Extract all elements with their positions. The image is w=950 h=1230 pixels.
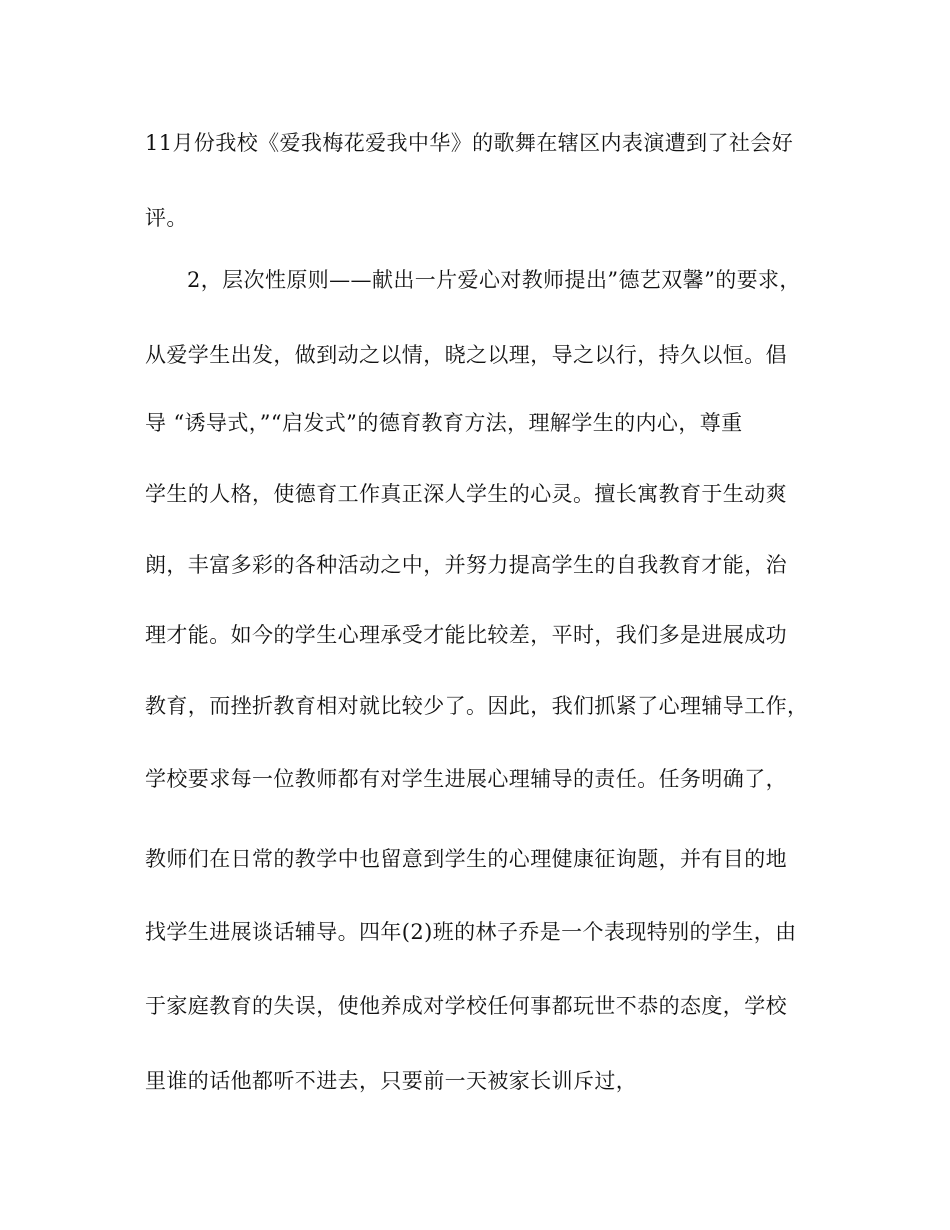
text-line: 评。 [145,206,188,230]
text-line: 找学生进展谈话辅导。四年(2)班的林子乔是一个表现特别的学生，由 [145,920,797,944]
text-line: 朗，丰富多彩的各种活动之中，并努力提高学生的自我教育才能，治 [145,553,787,577]
text-line: 学校要求每一位教师都有对学生进展心理辅导的责任。任务明确了， [145,767,787,791]
text-line: 从爱学生出发，做到动之以情，晓之以理，导之以行，持久以恒。倡 [145,343,787,367]
paragraph-start-line: 2，层次性原则——献出一片爱心对教师提出”德艺双馨”的要求， [187,268,801,292]
text-line: 里谁的话他都听不进去，只要前一天被家长训斥过， [145,1069,638,1093]
text-line: 11月份我校《爱我梅花爱我中华》的歌舞在辖区内表演遭到了社会好 [145,131,794,155]
text-line: 教育，而挫折教育相对就比较少了。因此，我们抓紧了心理辅导工作， [145,694,809,718]
text-line: 教师们在日常的教学中也留意到学生的心理健康征询题，并有目的地 [145,847,787,871]
text-line: 理才能。如今的学生心理承受才能比较差，平时，我们多是进展成功 [145,623,787,647]
text-line: 于家庭教育的失误，使他养成对学校任何事都玩世不恭的态度，学校 [145,994,787,1018]
text-line: 学生的人格，使德育工作真正深人学生的心灵。擅长寓教育于生动爽 [145,482,787,506]
text-line: 导 “诱导式，”“启发式”的德育教育方法，理解学生的内心，尊重 [145,411,743,435]
